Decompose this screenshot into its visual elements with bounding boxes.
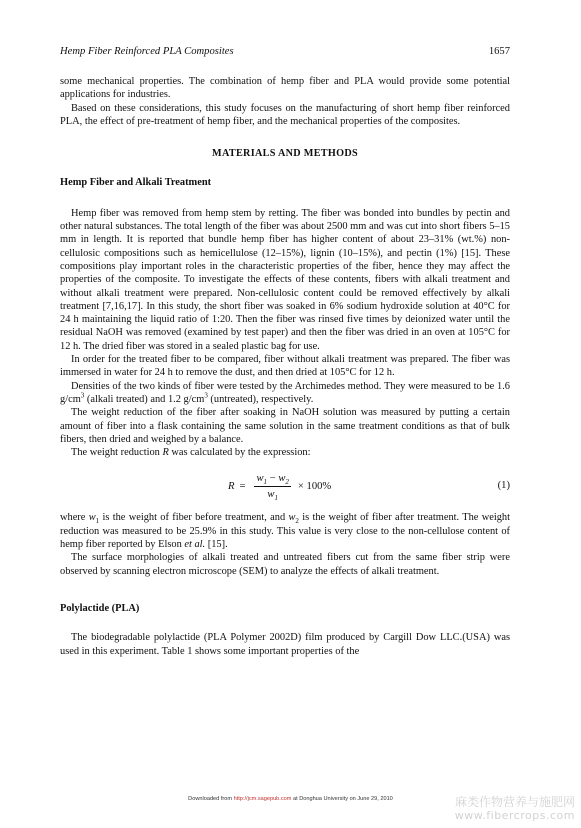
paragraph-weight-reduction-intro: The weight reduction R was calculated by the expression: bbox=[71, 447, 311, 459]
paragraph-untreated-fiber: In order for the treated fiber to be compared, fiber without alkali treatment was prepared. The fiber was immersed in water for 24 h to remove the dust, and then dried at 105°C for 12 h. bbox=[60, 354, 510, 379]
paragraph-study-focus: Based on these considerations, this study focuses on the manufacturing of short hemp fiber reinforced PLA, the effect of pre-treatment of hemp fiber, and the mechanical properties of the composites. bbox=[60, 102, 510, 127]
paragraph-densities: Densities of the two kinds of fiber were tested by the Archimedes method. They were measured to be 1.6 $g/cm^3$ (alkali treated) and 1.2 $g/cm^3$ (untreated), respectively. bbox=[60, 380, 510, 405]
equation-1 bbox=[60, 469, 510, 503]
page-number: 1657 bbox=[488, 46, 510, 57]
paragraph-continuation: some mechanical properties. The combination of hemp fiber and PLA would provide some potential applications for industries. bbox=[60, 76, 510, 101]
paragraph-weight-reduction-method: The weight reduction of the fiber after soaking in NaOH solution was measured by putting a certain amount of fiber into a flask containing the same solution in the same treatment conditions as that of bulk fibers, then dried and weighed by a balance. bbox=[60, 407, 510, 445]
journal-running-title: Hemp Fiber Reinforced PLA Composites bbox=[60, 46, 234, 57]
paragraph-hemp-fiber: Hemp fiber was removed from hemp stem by retting. The fiber was bonded into bundles by pectin and other natural substances. The total length of the fiber was about 2500 mm and was cut into short fibers 5–15 mm in length. It is reported that bundle hemp fiber has higher content of about 23–31% (wt.%) non-cellulosic compositions such as hemicellulose (12–15%), lignin (10–15%), and pectin (1%) [15]. These compositions play important roles in the characteristic properties of the fiber, hence they may affect the properties of the composite. To investigate the effects of these contents, fibers with alkali treatment and without alkali treatment were prepared. Non-cellulosic content could be removed effectively by alkali treatment [7,16,17]. In this study, the short fiber was soaked in 6% sodium hydroxide solution at 40°C for 24 h maintaining the liquid ratio of 1:20. Then the fiber was rinsed five times by deionized water until the residual NaOH was removed (examined by test paper) and then the fiber was dried in an oven at 105°C for 12 h. The dried fiber was stored in a sealed plastic bag for use. bbox=[60, 207, 510, 352]
equation-lhs: R bbox=[228, 480, 235, 492]
equation-denominator: $w_1$ bbox=[267, 488, 278, 503]
equation-fraction bbox=[254, 472, 290, 501]
watermark-chinese: 麻类作物营养与施肥网 bbox=[454, 795, 575, 809]
paragraph-pla: The biodegradable polylactide (PLA Polymer 2002D) film produced by Cargill Dow LLC.(USA) was used in this experiment. Table 1 shows some important properties of the bbox=[60, 632, 510, 657]
equation-body bbox=[228, 469, 331, 503]
article-body bbox=[60, 75, 510, 658]
site-watermark bbox=[435, 795, 575, 823]
equation-rhs: × 100% bbox=[297, 480, 332, 492]
download-footer: Downloaded from http://jcm.sagepub.com at Donghua University on June 29, 2010 bbox=[188, 796, 393, 802]
subsection-heading-hemp-fiber: Hemp Fiber and Alkali Treatment bbox=[60, 177, 212, 189]
equation-numerator: $w_1 - w_2$ bbox=[256, 472, 289, 487]
footer-source-link[interactable]: http://jcm.sagepub.com bbox=[233, 796, 292, 802]
equation-number: (1) bbox=[497, 480, 510, 492]
running-head bbox=[60, 44, 510, 60]
paragraph-sem: The surface morphologies of alkali treated and untreated fibers cut from the same fiber strip were observed by scanning electron microscope (SEM) to analyze the effects of alkali treatment. bbox=[60, 552, 510, 577]
section-heading: MATERIALS AND METHODS bbox=[212, 148, 358, 160]
subsection-heading-pla: Polylactide (PLA) bbox=[60, 602, 140, 614]
equation-equals: = bbox=[239, 480, 246, 492]
paragraph-where: where $w_1$ is the weight of fiber before treatment, and $w_2$ is the weight of fiber after treatment. The weight reduction was measured to be 25.9% in this study. This value is very close to the non-cellulose content of hemp fiber reported by Elson et al. [15]. bbox=[60, 512, 511, 551]
watermark-url: www.fibercrops.com bbox=[454, 809, 575, 822]
